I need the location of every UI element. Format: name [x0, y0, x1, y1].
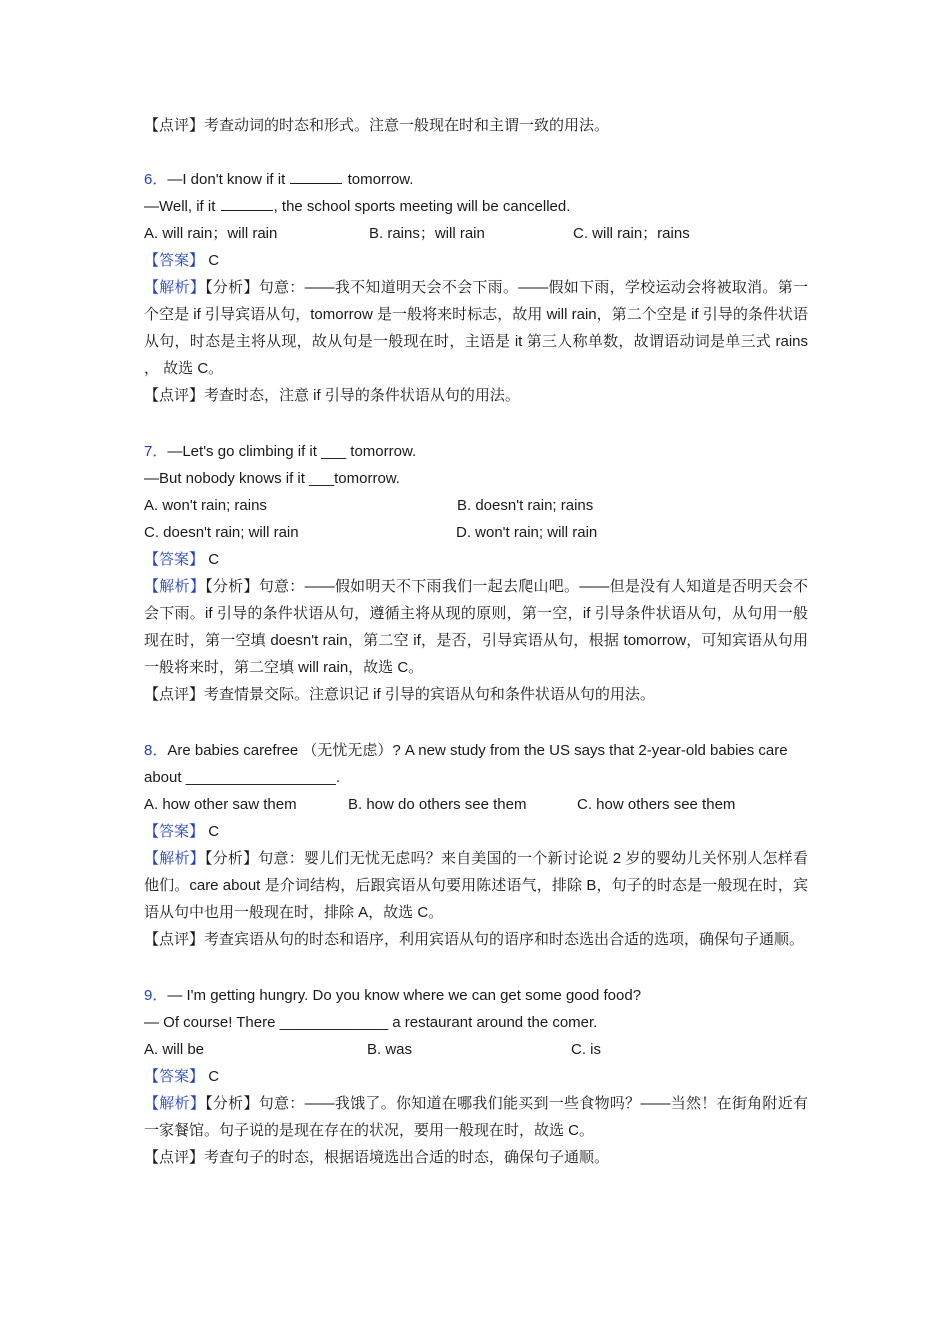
q7-option-a: A. won't rain; rains — [144, 497, 267, 514]
question-6 — [144, 166, 808, 409]
q7-analysis: 【解析】【分析】句意：——假如明天不下雨我们一起去爬山吧。——但是没有人知道是否明天会不会下雨。if 引导的条件状语从句，遵循主将从现的原则，第一空，if 引导条件状语从句，从句用一般现在时，第一空填 doesn't rain，第二空 if，是否，引导宾语从句，根据 tomorrow，可知宾语从句用一般将来时，第二空填 will rain，故选 C。 — [144, 578, 808, 676]
q6-blank-2 — [221, 195, 273, 211]
q6-analysis: 【解析】【分析】句意：——我不知道明天会不会下雨。——假如下雨，学校运动会将被取消。第一个空是 if 引导宾语从句，tomorrow 是一般将来时标志，故用 will rain，第二个空是 if 引导的条件状语从句，时态是主将从现，故从句是一般现在时，主语是 it 第三人称单数，故谓语动词是单三式 rains ， 故选 C。 — [144, 279, 808, 377]
intro-comment: 【点评】考查动词的时态和形式。注意一般现在时和主谓一致的用法。 — [144, 117, 610, 134]
question-7 — [144, 438, 808, 708]
q6-line1: 6．—I don't know if it tomorrow. — [144, 166, 808, 193]
q8-option-b: B. how do others see them — [348, 796, 527, 813]
q8-number: 8． — [144, 742, 168, 759]
q9-line2: — Of course! There _____________ a restaurant around the comer. — [144, 1014, 598, 1031]
question-8 — [144, 737, 808, 953]
q9-option-b: B. was — [367, 1041, 413, 1058]
q7-options-row1 — [144, 492, 808, 519]
q6-blank-1 — [290, 168, 342, 184]
q6-option-c: C. will rain；rains — [573, 225, 690, 242]
q8-line1: 8．Are babies carefree （无忧无虑）? A new study from the US says that 2-year-old babies care — [144, 742, 788, 759]
q7-line2: —But nobody knows if it ___tomorrow. — [144, 470, 400, 487]
q8-analysis: 【解析】【分析】句意：婴儿们无忧无虑吗？来自美国的一个新讨论说 2 岁的婴幼儿关怀别人怎样看他们。care about 是介词结构，后跟宾语从句要用陈述语气，排除 B，句子的时态是一般现在时，宾语从句中也用一般现在时，排除 A，故选 C。 — [144, 850, 808, 921]
q9-number: 9． — [144, 987, 168, 1004]
q7-option-b: B. doesn't rain; rains — [457, 497, 594, 514]
q9-comment: 【点评】考查句子的时态，根据语境选出合适的时态，确保句子通顺。 — [144, 1149, 610, 1166]
question-9 — [144, 982, 808, 1171]
q9-option-c: C. is — [571, 1041, 601, 1058]
q9-line1: 9．— I'm getting hungry. Do you know where we can get some good food? — [144, 987, 642, 1004]
q7-line1: 7．—Let's go climbing if it ___ tomorrow. — [144, 443, 417, 460]
q6-comment: 【点评】考查时态，注意 if 引导的条件状语从句的用法。 — [144, 387, 520, 404]
q9-answer: 【答案】 C — [144, 1068, 220, 1085]
q9-option-a: A. will be — [144, 1041, 205, 1058]
q8-option-a: A. how other saw them — [144, 796, 297, 813]
q8-options — [144, 791, 808, 818]
q7-comment: 【点评】考查情景交际。注意识记 if 引导的宾语从句和条件状语从句的用法。 — [144, 686, 655, 703]
q6-answer: 【答案】 C — [144, 252, 220, 269]
q6-options — [144, 220, 808, 247]
q6-option-b: B. rains；will rain — [369, 225, 485, 242]
q8-answer: 【答案】 C — [144, 823, 220, 840]
document-page — [144, 112, 808, 1171]
q7-option-c: C. doesn't rain; will rain — [144, 524, 299, 541]
q9-options — [144, 1036, 808, 1063]
q8-line2: about __________________. — [144, 769, 341, 786]
q9-analysis: 【解析】【分析】句意：——我饿了。你知道在哪我们能买到一些食物吗？——当然！在街角附近有一家餐馆。句子说的是现在存在的状况，要用一般现在时，故选 C。 — [144, 1095, 808, 1139]
q7-answer: 【答案】 C — [144, 551, 220, 568]
q7-number: 7． — [144, 443, 168, 460]
q7-options-row2 — [144, 519, 808, 546]
q8-option-c: C. how others see them — [577, 796, 736, 813]
q8-comment: 【点评】考查宾语从句的时态和语序，利用宾语从句的语序和时态选出合适的选项，确保句子通顺。 — [144, 931, 805, 948]
q6-option-a: A. will rain；will rain — [144, 225, 278, 242]
q7-option-d: D. won't rain; will rain — [456, 524, 598, 541]
q6-number: 6． — [144, 171, 168, 188]
q6-line2: —Well, if it , the school sports meeting will be cancelled. — [144, 193, 808, 220]
